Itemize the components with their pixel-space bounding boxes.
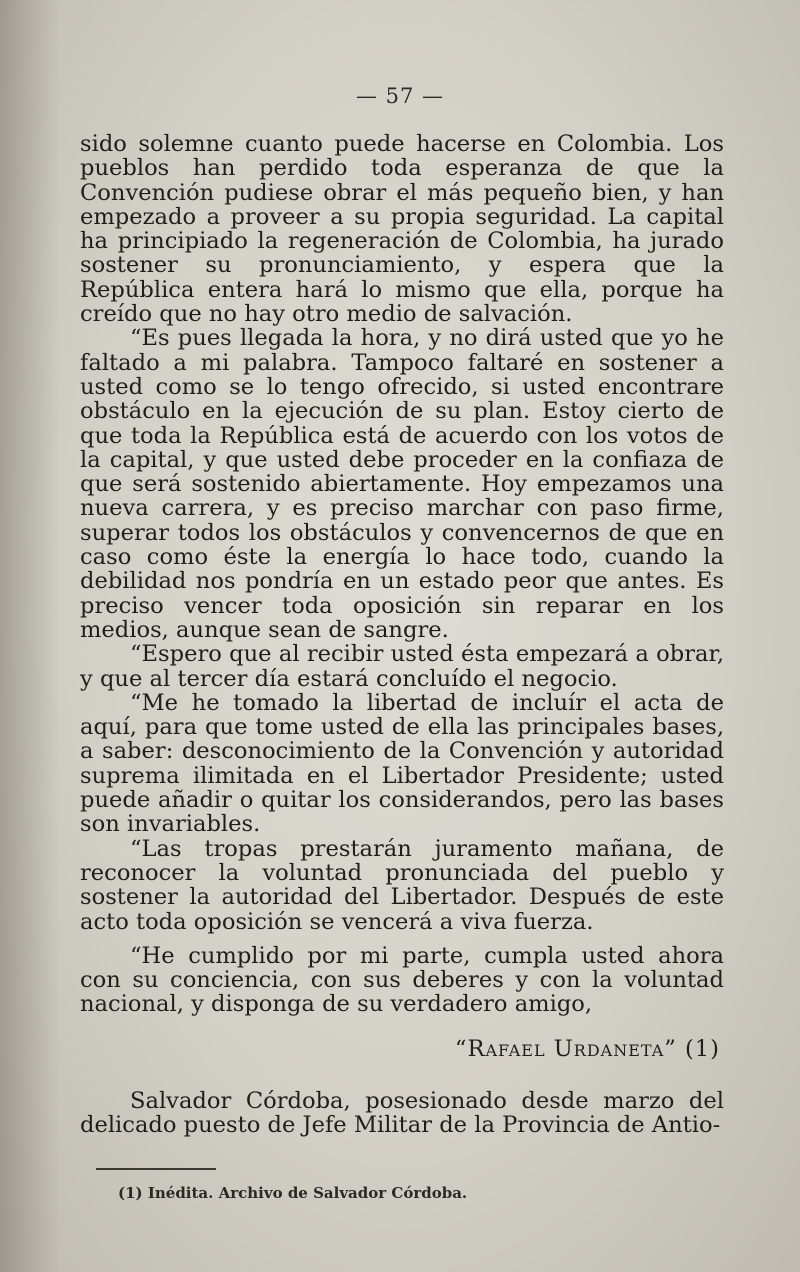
footnote-divider bbox=[96, 1168, 216, 1170]
paragraph-6: “He cumplido por mi parte, cumpla usted ahora con su conciencia, con sus deberes y con la voluntad nacional, y disponga de su verdadero amigo, bbox=[80, 942, 724, 1018]
paragraph-3: “Espero que al recibir usted ésta empezará a obrar, y que al tercer día estará concluído el negocio. bbox=[80, 641, 724, 692]
body-text bbox=[80, 132, 724, 1138]
signature: “Rafael Urdaneta” (1) bbox=[454, 1035, 720, 1062]
page-number: — 57 — bbox=[355, 84, 445, 108]
page-edge-shadow bbox=[0, 0, 60, 1272]
paragraph-4: “Me he tomado la libertad de incluír el acta de aquí, para que tome usted de ella las principales bases, a saber: desconocimiento de la Convención y autoridad suprema ilimitada en el Libertador Presidente; usted puede añadir o quitar los considerandos, pero las bases son invariables. bbox=[80, 689, 724, 838]
paragraph-1: sido solemne cuanto puede hacerse en Colombia. Los pueblos han perdido toda esperanza de que la Convención pudiese obrar el más pequeño bien, y han empezado a proveer a su propia seguridad. La capital ha principiado la regeneración de Colombia, ha jurado sostener su pronunciamiento, y espera que la República entera hará lo mismo que ella, porque ha creído que no hay otro medio de salvación. bbox=[80, 131, 724, 328]
paragraph-5: “Las tropas prestarán juramento mañana, de reconocer la voluntad pronunciada del pueblo y sostener la autoridad del Libertador. Después de este acto toda oposición se vencerá a viva fuerza. bbox=[80, 835, 724, 935]
paragraph-2: “Es pues llegada la hora, y no dirá usted que yo he faltado a mi palabra. Tampoco faltaré en sostener a usted como se lo tengo ofrecido, si usted encontrare obstáculo en la ejecución de su plan. Estoy cierto de que toda la República está de acuerdo con los votos de la capital, y que usted debe proceder en la confiaza de que será sostenido abiertamente. Hoy empezamos una nueva carrera, y es preciso marchar con paso firme, superar todos los obstáculos y convencernos de que en caso como éste la energía lo hace todo, cuando la debilidad nos pondría en un estado peor que antes. Es preciso vencer toda oposición sin reparar en los medios, aunque sean de sangre. bbox=[80, 325, 724, 643]
paragraph-7: Salvador Córdoba, posesionado desde marzo del delicado puesto de Jefe Militar de la Provincia de Antio- bbox=[80, 1087, 724, 1139]
footnote: (1) Inédita. Archivo de Salvador Córdoba. bbox=[118, 1184, 468, 1202]
